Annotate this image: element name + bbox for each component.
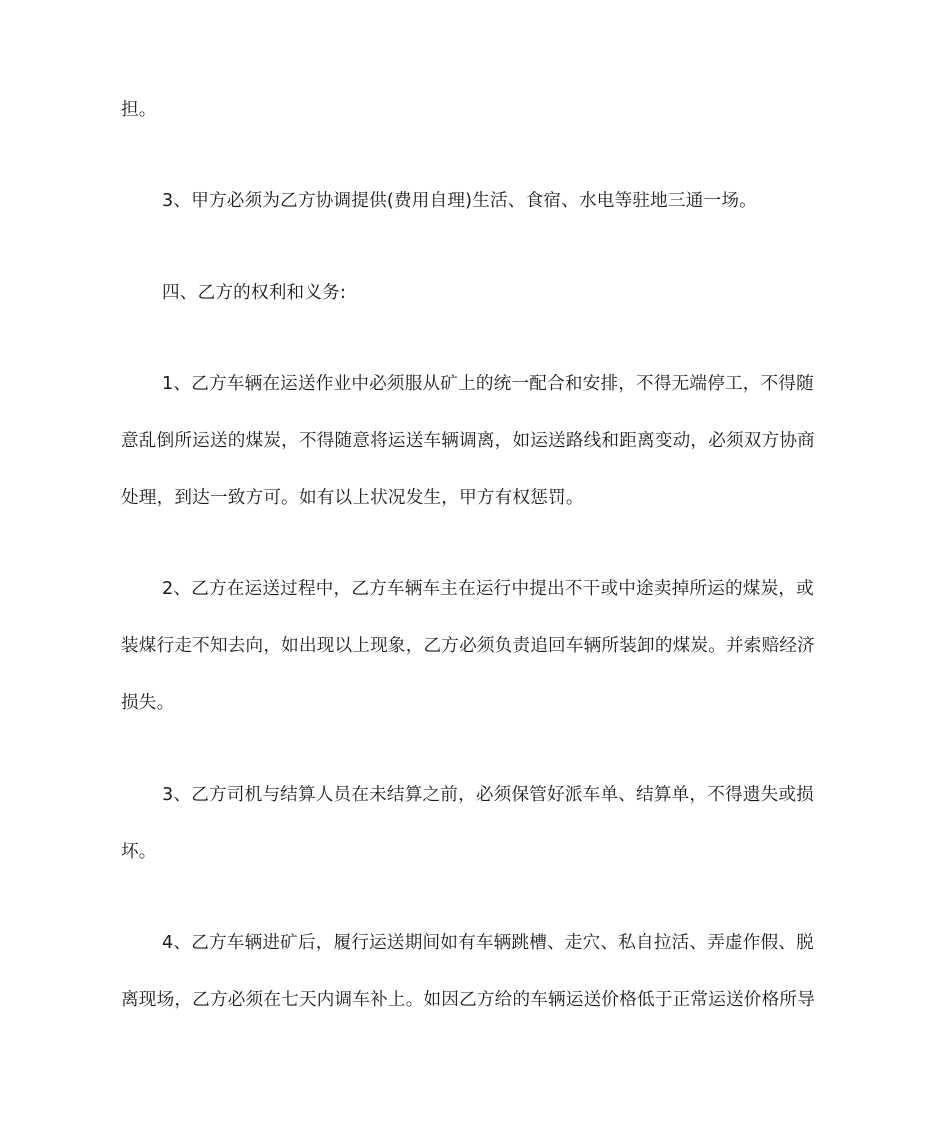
clause-1-line-1: 1、乙方车辆在运送作业中必须服从矿上的统一配合和安排，不得无端停工，不得随 (162, 374, 814, 394)
text-line-1: 担。 (121, 100, 157, 120)
clause-1-line-3: 处理，到达一致方可。如有以上状况发生，甲方有权惩罚。 (121, 488, 584, 508)
clause-1-line-2: 意乱倒所运送的煤炭，不得随意将运送车辆调离，如运送路线和距离变动，必须双方协商 (121, 431, 815, 451)
clause-3-line-2: 坏。 (121, 842, 157, 862)
clause-4-line-1: 4、乙方车辆进矿后，履行运送期间如有车辆跳槽、走穴、私自拉活、弄虚作假、脱 (162, 933, 814, 953)
clause-4-line-2: 离现场，乙方必须在七天内调车补上。如因乙方给的车辆运送价格低于正常运送价格所导 (121, 990, 815, 1010)
clause-3-party-a: 3、甲方必须为乙方协调提供(费用自理)生活、食宿、水电等驻地三通一场。 (162, 191, 757, 211)
clause-2-line-3: 损失。 (121, 693, 175, 713)
clause-2-line-2: 装煤行走不知去向，如出现以上现象，乙方必须负责追回车辆所装卸的煤炭。并索赔经济 (121, 636, 815, 656)
section-heading-4: 四、乙方的权利和义务: (162, 283, 347, 303)
clause-2-line-1: 2、乙方在运送过程中，乙方车辆车主在运行中提出不干或中途卖掉所运的煤炭，或 (162, 579, 814, 599)
clause-3-line-1: 3、乙方司机与结算人员在未结算之前，必须保管好派车单、结算单，不得遗失或损 (162, 785, 814, 805)
